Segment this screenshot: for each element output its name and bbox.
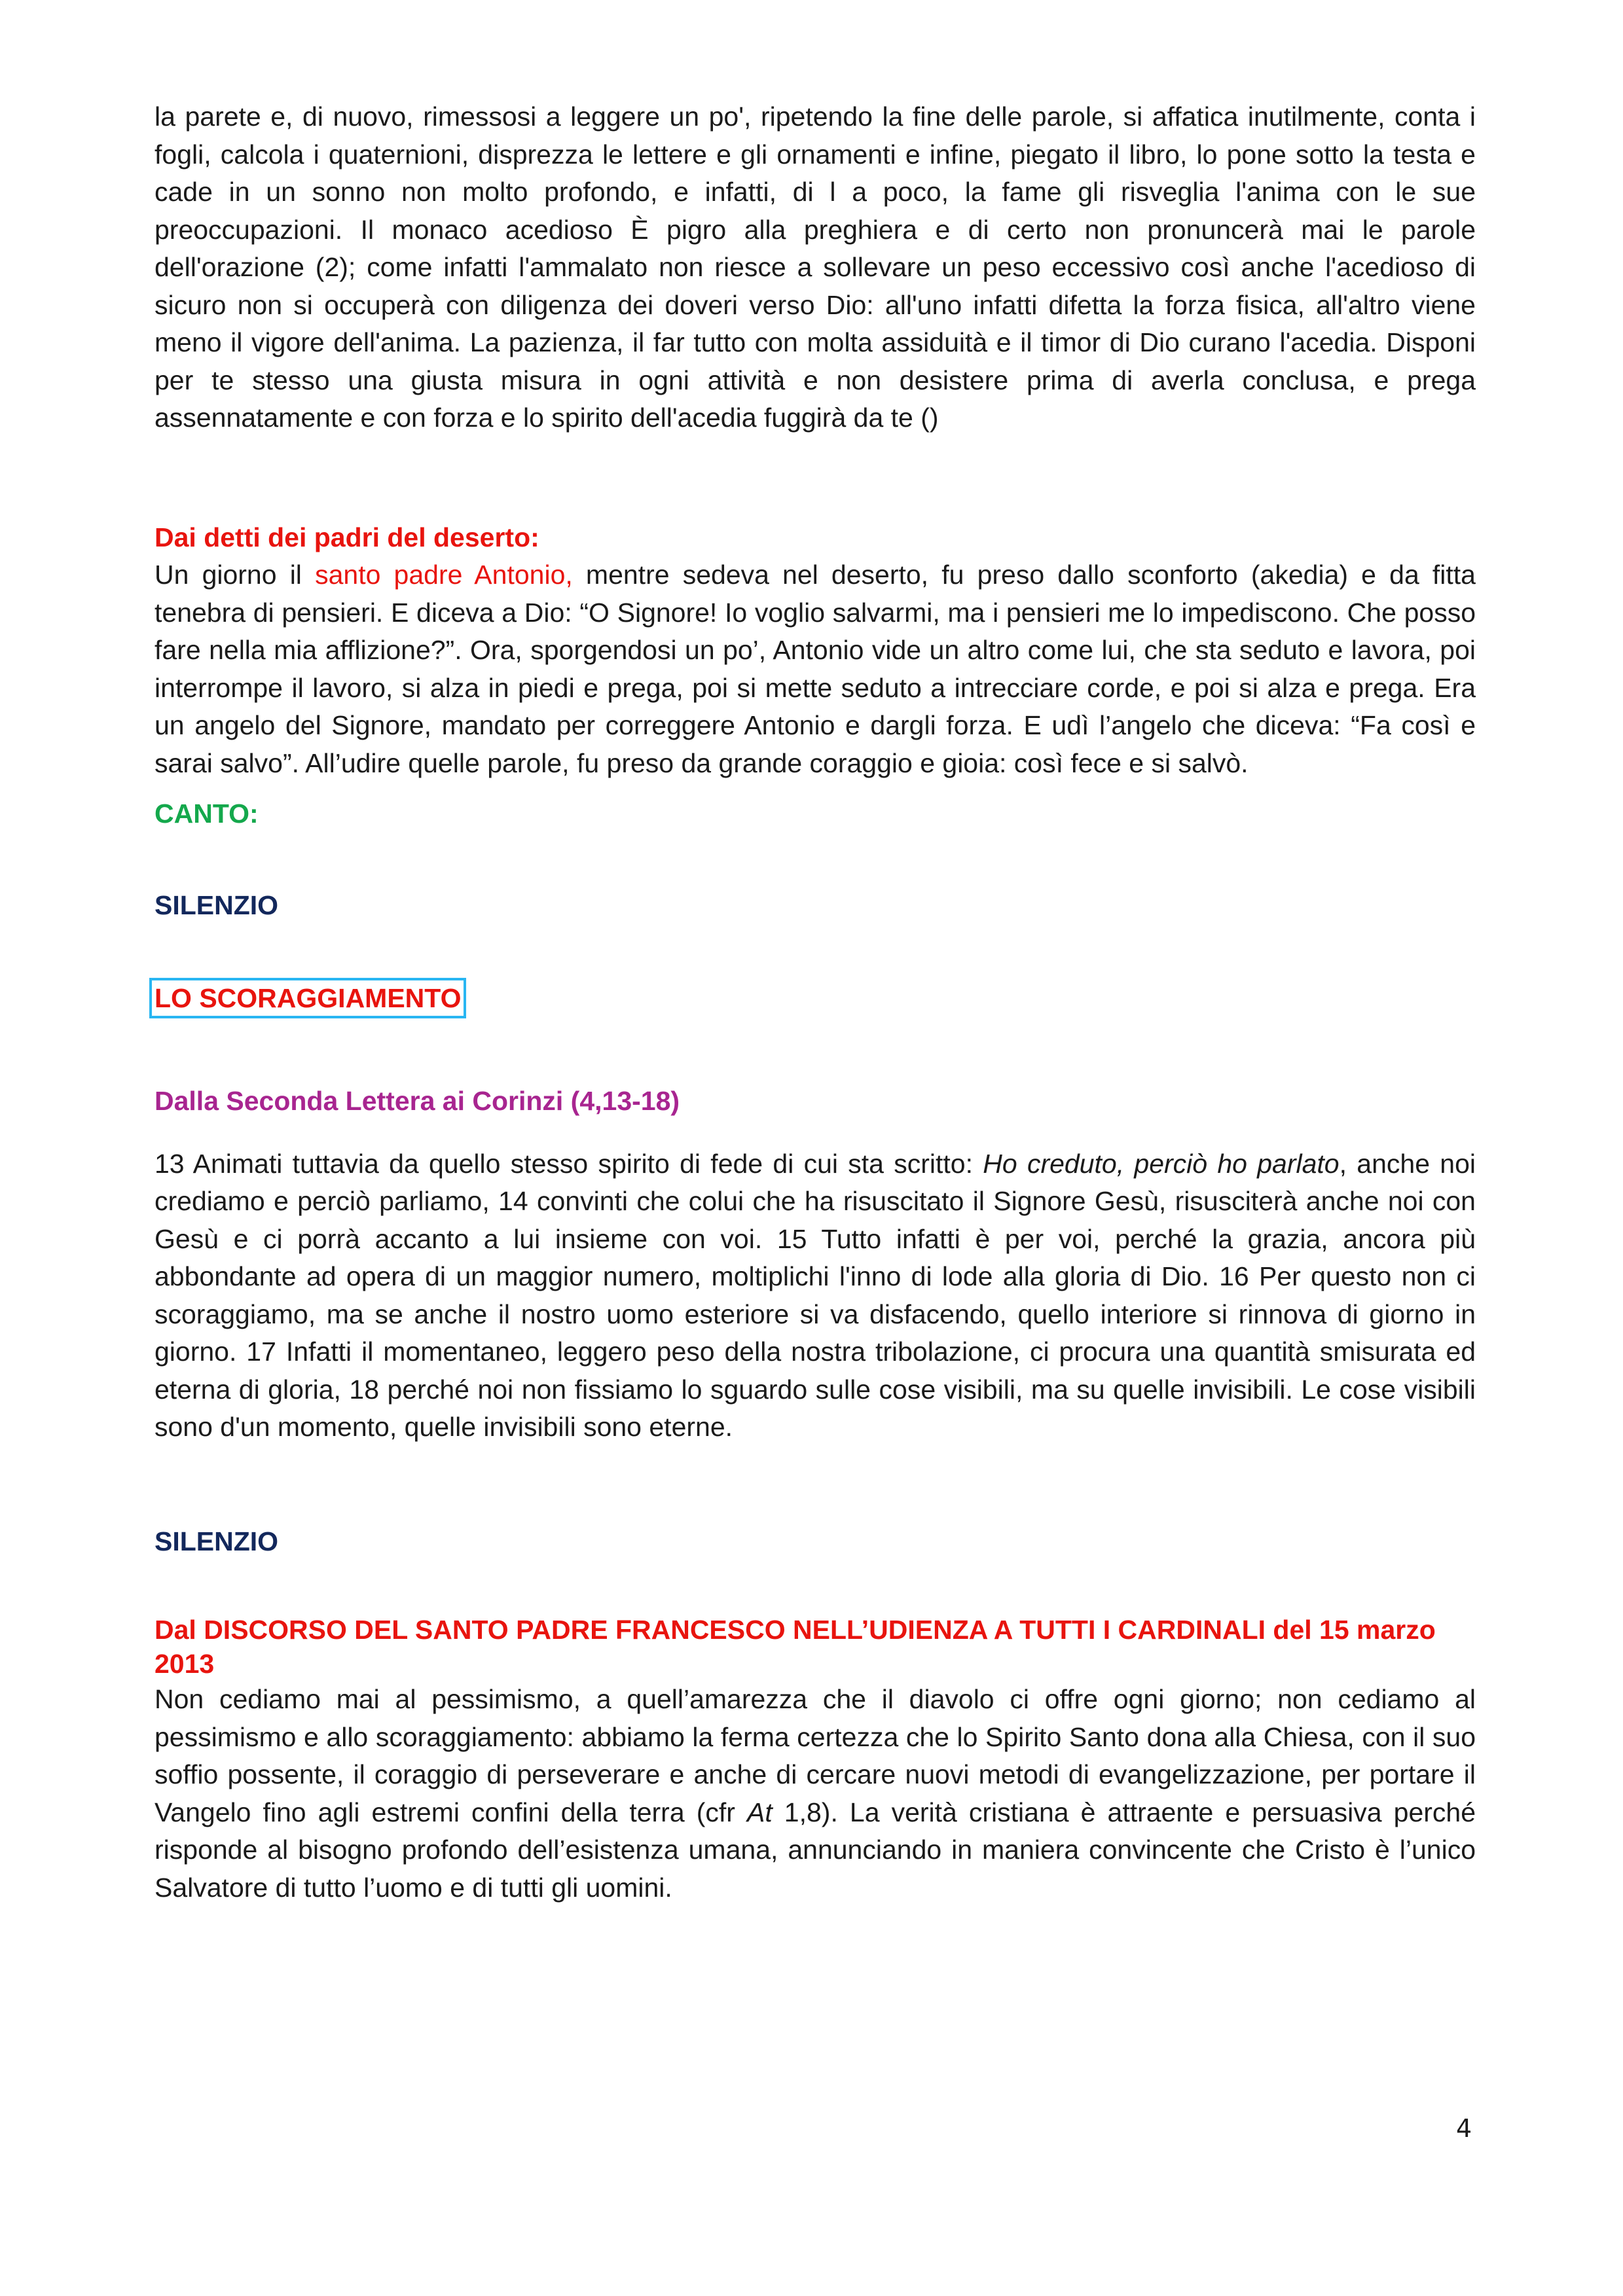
heading-silenzio-2: SILENZIO <box>155 1526 279 1556</box>
corinzi-paragraph <box>155 1145 1476 1446</box>
heading-silenzio-1: SILENZIO <box>155 889 279 920</box>
discorso-text-rest: 1,8). La verità cristiana è attraente e persuasiva perché risponde al bisogno profondo dell’esistenza umana, annunciando in maniera convincente che Cristo è l’unico Salvatore di tutto l’uomo e di tutti gli uomini. <box>155 1797 1476 1903</box>
spacer <box>155 924 1476 978</box>
heading-discorso-francesco: Dal DISCORSO DEL SANTO PADRE FRANCESCO NELL’UDIENZA A TUTTI I CARDINALI del 15 marzo 2013 <box>155 1615 1436 1679</box>
spacer <box>155 437 1476 519</box>
spacer <box>155 1018 1476 1083</box>
spacer <box>155 1121 1476 1145</box>
discorso-paragraph <box>155 1681 1476 1907</box>
intro-paragraph: la parete e, di nuovo, rimessosi a leggere un po', ripetendo la fine delle parole, si affatica inutilmente, conta i fogli, calcola i quaternioni, disprezza le lettere e gli ornamenti e infine, piegato il libro, lo pone sotto la testa e cade in un sonno non molto profondo, e infatti, di l a poco, la fame gli risveglia l'anima con le sue preoccupazioni. Il monaco acedioso È pigro alla preghiera e di certo non pronuncerà mai le parole dell'orazione (2); come infatti l'ammalato non riesce a sollevare un peso eccessivo così anche l'acedioso di sicuro non si occuperà con diligenza dei doveri verso Dio: all'uno infatti difetta la forza fisica, all'altro viene meno il vigore dell'anima. La pazienza, il far tutto con molta assiduità e il timor di Dio curano l'acedia. Disponi per te stesso una giusta misura in ogni attività e non desistere prima di averla conclusa, e prega assennatamente e con forza e lo spirito dell'acedia fuggirà da te () <box>155 101 1476 433</box>
corinzi-quote-italic: Ho creduto, perciò ho parlato <box>983 1148 1340 1179</box>
scoraggiamento-wrapper <box>155 978 1476 1018</box>
discorso-text-start: Non cediamo mai al pessimismo, a quell’amarezza che il diavolo ci offre ogni giorno; non cediamo al pessimismo e allo scoraggiamento: abbiamo la ferma certezza che lo Spirito Santo dona alla Chiesa, con il suo soffio possente, il coraggio di perseverare e anche di cercare nuovi metodi di evangelizzazione, per portare il Vangelo fino agli estremi confini della terra (cfr <box>155 1684 1476 1827</box>
padri-text-start: Un giorno il <box>155 560 316 590</box>
spacer <box>155 1560 1476 1613</box>
spacer <box>155 1446 1476 1523</box>
heading-scoraggiamento-boxed: LO SCORAGGIAMENTO <box>149 978 466 1018</box>
heading-canto: CANTO: <box>155 798 259 829</box>
corinzi-text-start: 13 Animati tuttavia da quello stesso spirito di fede di cui sta scritto: <box>155 1148 983 1179</box>
discorso-ref-italic: At <box>746 1797 773 1827</box>
page-number: 4 <box>1456 2114 1472 2143</box>
padri-text-rest: mentre sedeva nel deserto, fu preso dallo sconforto (akedia) e da fitta tenebra di pensieri. E diceva a Dio: “O Signore! Io voglio salvarmi, ma i pensieri me lo impediscono. Che posso fare nella mia afflizione?”. Ora, sporgendosi un po’, Antonio vide un altro come lui, che sta seduto e lavora, poi interrompe il lavoro, si alza in piedi e prega, poi si mette seduto a intrecciare corde, e poi si alza e prega. Era un angelo del Signore, mandato per correggere Antonio e dargli forza. E udì l’angelo che diceva: “Fa così e sarai salvo”. All’udire quelle parole, fu preso da grande coraggio e gioia: così fece e si salvò. <box>155 560 1476 778</box>
document-page <box>155 98 1476 1907</box>
corinzi-text-rest: , anche noi crediamo e perciò parliamo, 14 convinti che colui che ha risuscitato il Signore Gesù, risusciterà anche noi con Gesù e ci porrà accanto a lui insieme con voi. 15 Tutto infatti è per voi, perché la grazia, ancora più abbondante ad opera di un maggior numero, moltiplichi l'inno di lode alla gloria di Dio. 16 Per questo non ci scoraggiamo, ma se anche il nostro uomo esteriore si va disfacendo, quello interiore si rinnova di giorno in giorno. 17 Infatti il momentaneo, leggero peso della nostra tribolazione, ci procura una quantità smisurata ed eterna di gloria, 18 perché noi non fissiamo lo sguardo sulle cose visibili, ma su quelle invisibili. Le cose visibili sono d'un momento, quelle invisibili sono eterne. <box>155 1148 1476 1442</box>
padri-paragraph <box>155 556 1476 782</box>
spacer <box>155 782 1476 795</box>
heading-padri-deserto: Dai detti dei padri del deserto: <box>155 522 539 552</box>
heading-corinzi: Dalla Seconda Lettera ai Corinzi (4,13-18) <box>155 1086 680 1116</box>
padri-highlight-antonio: santo padre Antonio, <box>315 560 573 590</box>
spacer <box>155 833 1476 887</box>
